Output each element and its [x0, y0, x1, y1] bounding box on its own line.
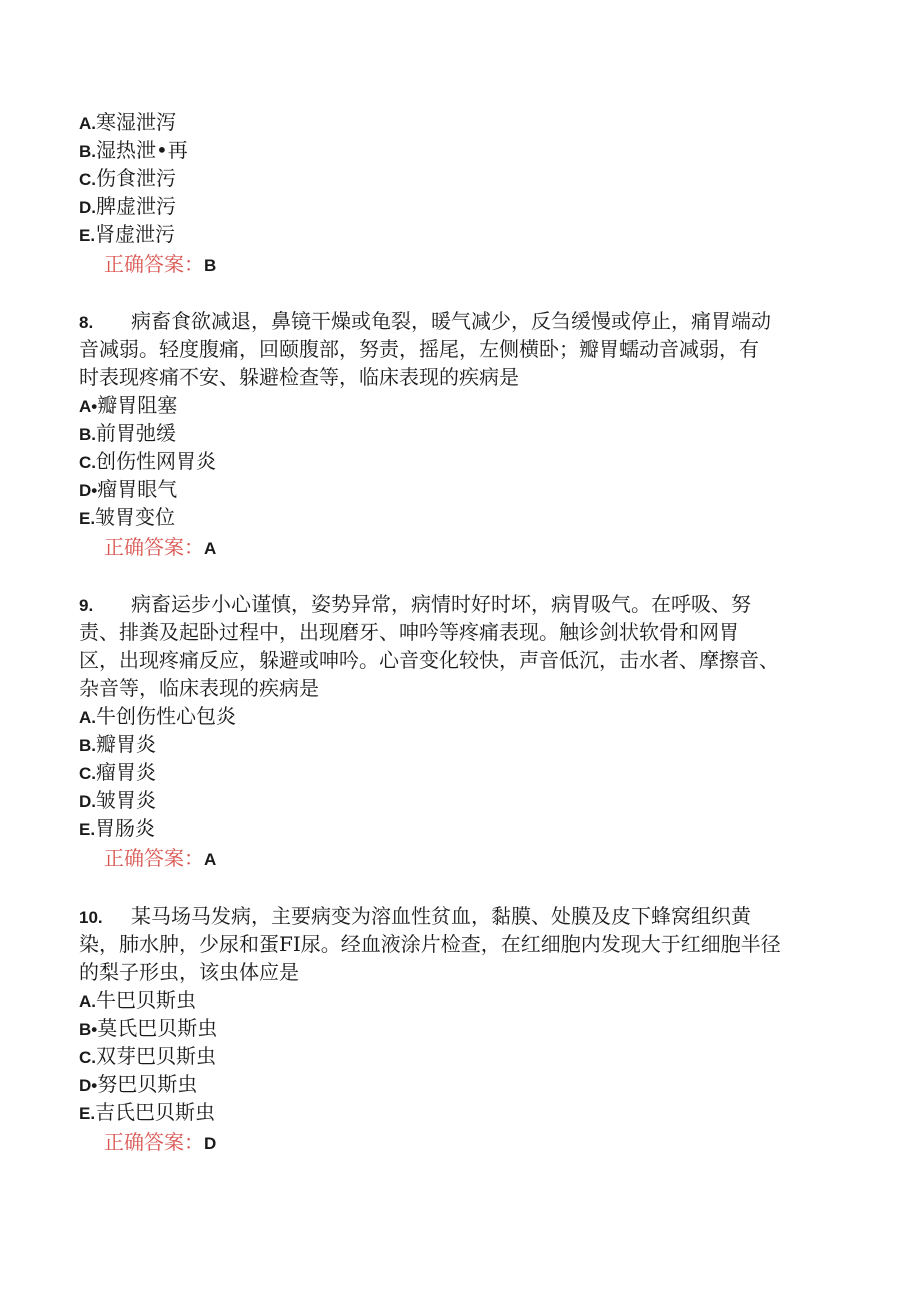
answer-label: 正确答案：	[104, 846, 204, 870]
option-text: 创伤性网胃炎	[96, 449, 216, 473]
option-e	[79, 503, 175, 533]
option-key: D•	[79, 481, 98, 500]
question-line: 染，肺水肿，少尿和蛋FI尿。经血液涂片检查，在红细胞内发现大于红细胞半径	[79, 932, 781, 956]
option-text: 伤食泄污	[96, 166, 176, 190]
option-key: B•	[79, 1020, 98, 1039]
option-text: 皱胃变位	[95, 505, 176, 529]
option-text: 牛巴贝斯虫	[96, 988, 196, 1012]
option-text: 双芽巴贝斯虫	[96, 1044, 216, 1068]
option-a	[79, 391, 177, 421]
answer-value: D	[204, 1134, 217, 1153]
question-line: 音减弱。轻度腹痛，回颐腹部，努责，摇尾，左侧横卧；瓣胃蠕动音减弱，有	[79, 337, 759, 361]
option-b	[79, 419, 176, 449]
option-key: E.	[79, 509, 96, 528]
option-e	[79, 1098, 215, 1128]
answer-label: 正确答案：	[104, 535, 204, 559]
correct-answer	[104, 250, 216, 280]
option-text: 努巴贝斯虫	[97, 1072, 198, 1096]
option-c	[79, 758, 156, 788]
option-text: 脾虚泄污	[96, 194, 176, 218]
question-number: 9.	[79, 596, 94, 615]
option-b	[79, 730, 156, 760]
option-key: E.	[79, 1104, 96, 1123]
question-text: 病畜运步小心谨慎，姿势异常，病情时好时坏，病胃吸气。在呼吸、努	[131, 592, 751, 616]
question-10	[79, 902, 839, 986]
correct-answer	[104, 1128, 216, 1158]
answer-label: 正确答案：	[104, 252, 204, 276]
question-text: 病畜食欲减退，鼻镜干燥或龟裂，暖气减少，反刍缓慢或停止，痛胃端动	[131, 309, 771, 333]
option-c	[79, 1042, 216, 1072]
option-text: 胃肠炎	[95, 816, 156, 840]
option-key: C.	[79, 1048, 96, 1067]
question-line: 的梨子形虫，该虫体应是	[79, 960, 299, 984]
option-key: D•	[79, 1076, 98, 1095]
option-text: 牛创伤性心包炎	[96, 704, 236, 728]
option-b	[79, 136, 188, 166]
question-line: 杂音等，临床表现的疾病是	[79, 676, 319, 700]
option-text: 湿热泄•再	[96, 138, 188, 162]
correct-answer	[104, 844, 216, 874]
question-9	[79, 590, 839, 702]
option-a	[79, 702, 236, 732]
option-key: E.	[79, 226, 96, 245]
option-e	[79, 220, 175, 250]
question-line: 区，出现疼痛反应，躲避或呻吟。心音变化较快，声音低沉，击水者、摩擦音、	[79, 648, 779, 672]
option-text: 寒湿泄泻	[96, 110, 176, 134]
option-key: C.	[79, 170, 96, 189]
option-text: 瘤胃炎	[96, 760, 156, 784]
option-a	[79, 986, 196, 1016]
question-line	[79, 902, 839, 930]
option-d	[79, 192, 176, 222]
option-key: A.	[79, 708, 96, 727]
question-line: 责、排粪及起卧过程中，出现磨牙、呻吟等疼痛表现。触诊剑状软骨和网胃	[79, 620, 739, 644]
option-text: 瘤胃眼气	[97, 477, 178, 501]
question-text: 某马场马发病，主要病变为溶血性贫血，黏膜、处膜及皮下蜂窝组织黄	[131, 904, 751, 928]
option-key: A•	[79, 397, 98, 416]
option-key: A.	[79, 114, 96, 133]
answer-value: A	[204, 539, 217, 558]
option-b	[79, 1014, 217, 1044]
option-d	[79, 475, 177, 505]
question-number: 10.	[79, 908, 103, 927]
option-d	[79, 786, 156, 816]
answer-label: 正确答案：	[104, 1130, 204, 1154]
option-key: D.	[79, 792, 96, 811]
correct-answer	[104, 533, 216, 563]
question-number: 8.	[79, 313, 94, 332]
option-key: C.	[79, 453, 96, 472]
option-d	[79, 1070, 197, 1100]
option-text: 瓣胃炎	[96, 732, 156, 756]
option-key: C.	[79, 764, 96, 783]
answer-value: B	[204, 256, 217, 275]
option-key: E.	[79, 820, 96, 839]
option-text: 瓣胃阻塞	[97, 393, 178, 417]
question-line	[79, 590, 839, 618]
question-8	[79, 307, 839, 391]
option-text: 莫氏巴贝斯虫	[97, 1016, 218, 1040]
option-text: 皱胃炎	[96, 788, 156, 812]
option-a	[79, 108, 176, 138]
option-key: B.	[79, 425, 96, 444]
option-text: 吉氏巴贝斯虫	[95, 1100, 216, 1124]
question-line	[79, 307, 839, 335]
option-text: 肾虚泄污	[95, 222, 176, 246]
option-c	[79, 164, 176, 194]
question-line: 时表现疼痛不安、躲避检查等，临床表现的疾病是	[79, 365, 519, 389]
option-e	[79, 814, 155, 844]
option-c	[79, 447, 216, 477]
option-key: B.	[79, 142, 96, 161]
option-key: D.	[79, 198, 96, 217]
answer-value: A	[204, 850, 217, 869]
option-key: B.	[79, 736, 96, 755]
option-text: 前胃弛缓	[96, 421, 176, 445]
option-key: A.	[79, 992, 96, 1011]
